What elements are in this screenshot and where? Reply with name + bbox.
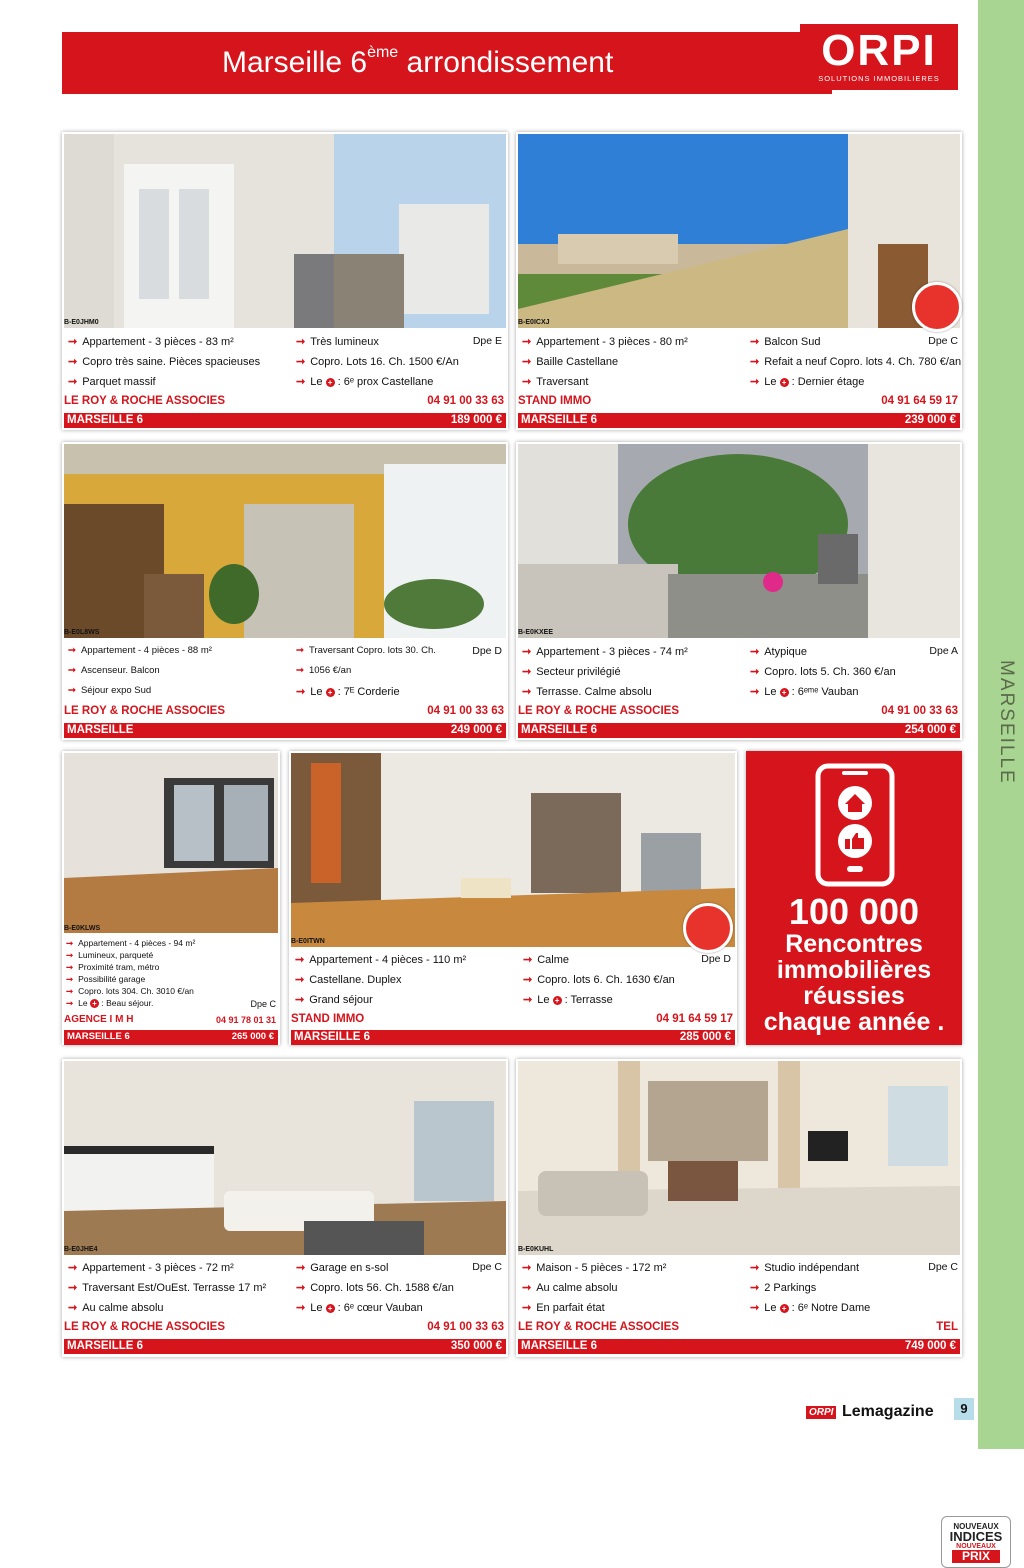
listing-card[interactable] xyxy=(516,442,962,740)
arrow-icon: ➞ xyxy=(296,686,306,698)
arrow-icon: ➞ xyxy=(296,645,304,656)
dpe-rating: Dpe D xyxy=(701,953,731,965)
feature-item: ➞ Appartement - 3 pièces - 74 m² xyxy=(522,646,688,658)
plus-icon: + xyxy=(326,1304,335,1313)
feature-item: ➞ Traversant xyxy=(522,376,589,388)
feature-item: ➞ Copro. lots 304. Ch. 3010 €/an xyxy=(66,986,194,996)
price-bar xyxy=(64,1339,506,1354)
arrow-icon: ➞ xyxy=(750,646,760,658)
arrow-icon: ➞ xyxy=(750,1302,760,1314)
feature-item: ➞ Appartement - 4 pièces - 88 m² xyxy=(68,645,212,656)
arrow-icon: ➞ xyxy=(296,376,306,388)
arrow-icon: ➞ xyxy=(66,986,74,996)
feature-item: ➞ Lumineux, parqueté xyxy=(66,950,154,960)
arrow-icon: ➞ xyxy=(68,376,78,388)
feature-item: ➞ Possibilité garage xyxy=(66,974,146,984)
living-room-photo xyxy=(64,444,506,638)
arrow-icon: ➞ xyxy=(750,686,760,698)
heart-home-icon xyxy=(912,282,962,332)
feature-item: ➞ Grand séjour xyxy=(295,994,373,1006)
listing-city: MARSEILLE 6 xyxy=(521,414,598,426)
arrow-icon: ➞ xyxy=(66,998,74,1008)
arrow-icon: ➞ xyxy=(296,1262,306,1274)
arrow-icon: ➞ xyxy=(68,685,76,696)
arrow-icon: ➞ xyxy=(68,665,76,676)
dpe-rating: Dpe C xyxy=(250,999,276,1009)
footer-orpi-logo: ORPI xyxy=(806,1406,836,1419)
terrace-garden-photo xyxy=(518,444,960,638)
plus-icon: + xyxy=(780,1304,789,1313)
arrow-icon: ➞ xyxy=(522,666,532,678)
feature-item: ➞ Copro. lots 5. Ch. 360 €/an xyxy=(750,666,896,678)
listing-ref: B-E0ICXJ xyxy=(518,319,550,326)
feature-item: ➞ Séjour expo Sud xyxy=(68,685,152,696)
feature-item: ➞ Le + : Terrasse xyxy=(523,994,613,1006)
feature-item: ➞ Copro. lots 6. Ch. 1630 €/an xyxy=(523,974,675,986)
agency-phone[interactable]: 04 91 00 33 63 xyxy=(427,1321,504,1333)
plus-icon: + xyxy=(780,688,789,697)
dpe-rating: Dpe C xyxy=(928,335,958,347)
listing-price: 254 000 € xyxy=(904,724,956,736)
agency-phone[interactable]: 04 91 64 59 17 xyxy=(881,395,958,407)
listing-card[interactable] xyxy=(516,1059,962,1357)
listing-price: 265 000 € xyxy=(231,1031,274,1042)
dpe-rating: Dpe E xyxy=(472,335,502,347)
listing-city: MARSEILLE 6 xyxy=(67,1340,144,1352)
listing-photo xyxy=(64,1061,506,1255)
arrow-icon: ➞ xyxy=(523,974,533,986)
feature-item: ➞ Maison - 5 pièces - 172 m² xyxy=(522,1262,667,1274)
listing-card[interactable] xyxy=(62,442,508,740)
listing-photo xyxy=(518,444,960,638)
agency-phone[interactable]: 04 91 64 59 17 xyxy=(656,1013,733,1025)
feature-item: ➞ Calme xyxy=(523,954,570,966)
arrow-icon: ➞ xyxy=(522,686,532,698)
feature-item: ➞ Ascenseur. Balcon xyxy=(68,665,160,676)
listing-price: 249 000 € xyxy=(450,724,502,736)
agency-name: LE ROY & ROCHE ASSOCIES xyxy=(518,705,680,717)
arrow-icon: ➞ xyxy=(750,666,760,678)
listing-card[interactable] xyxy=(62,1059,508,1357)
magazine-footer xyxy=(806,1403,946,1423)
plus-icon: + xyxy=(326,378,335,387)
loft-photo xyxy=(291,753,735,947)
listing-ref: B-E0KLWS xyxy=(64,925,101,932)
dpe-rating: Dpe C xyxy=(928,1261,958,1273)
feature-item: ➞ Proximité tram, métro xyxy=(66,962,160,972)
feature-item: ➞ Appartement - 4 pièces - 94 m² xyxy=(66,938,196,948)
listing-card[interactable] xyxy=(62,132,508,430)
arrow-icon: ➞ xyxy=(295,994,305,1006)
arrow-icon: ➞ xyxy=(750,1282,760,1294)
agency-name: STAND IMMO xyxy=(291,1013,365,1025)
arrow-icon: ➞ xyxy=(523,954,533,966)
arrow-icon: ➞ xyxy=(522,1302,532,1314)
arrow-icon: ➞ xyxy=(68,645,76,656)
feature-item: ➞ Copro. lots 56. Ch. 1588 €/an xyxy=(296,1282,454,1294)
agency-name: LE ROY & ROCHE ASSOCIES xyxy=(64,705,226,717)
feature-item: ➞ Appartement - 3 pièces - 72 m² xyxy=(68,1262,234,1274)
listing-ref: B-E0L8WS xyxy=(64,629,100,636)
listing-card[interactable] xyxy=(516,132,962,430)
listing-photo xyxy=(64,753,278,933)
feature-item: ➞ En parfait état xyxy=(522,1302,605,1314)
listing-ref: B-E0ITWN xyxy=(291,938,325,945)
feature-item: ➞ Studio indépendant xyxy=(750,1262,860,1274)
arrow-icon: ➞ xyxy=(522,646,532,658)
feature-item: ➞ Le + : 6ᵉᵐᵉ Vauban xyxy=(750,686,859,698)
plus-icon: + xyxy=(780,378,789,387)
arrow-icon: ➞ xyxy=(295,974,305,986)
arrow-icon: ➞ xyxy=(66,974,74,984)
arrow-icon: ➞ xyxy=(68,336,78,348)
price-bar xyxy=(518,1339,960,1354)
feature-item: ➞ Au calme absolu xyxy=(68,1302,164,1314)
house-living-photo xyxy=(518,1061,960,1255)
agency-name: LE ROY & ROCHE ASSOCIES xyxy=(64,1321,226,1333)
listing-ref: B-E0KXEE xyxy=(518,629,554,636)
price-bar xyxy=(64,723,506,738)
feature-item: ➞ Très lumineux xyxy=(296,336,379,348)
feature-item: ➞ 2 Parkings xyxy=(750,1282,817,1294)
listing-photo xyxy=(518,1061,960,1255)
agency-phone[interactable]: 04 91 00 33 63 xyxy=(427,705,504,717)
page-title: Marseille 6ème arrondissement xyxy=(222,44,614,79)
agency-phone[interactable]: 04 91 00 33 63 xyxy=(427,395,504,407)
feature-item: ➞ Castellane. Duplex xyxy=(295,974,402,986)
agency-phone[interactable]: 04 91 00 33 63 xyxy=(881,705,958,717)
arrow-icon: ➞ xyxy=(522,1262,532,1274)
arrow-icon: ➞ xyxy=(522,356,532,368)
arrow-icon: ➞ xyxy=(523,994,533,1006)
feature-item: ➞ Garage en s-sol xyxy=(296,1262,389,1274)
plus-icon: + xyxy=(553,996,562,1005)
feature-item: ➞ Balcon Sud xyxy=(750,336,821,348)
arrow-icon: ➞ xyxy=(296,336,306,348)
listing-ref: B-E0JHE4 xyxy=(64,1246,98,1253)
plus-icon: + xyxy=(90,999,99,1008)
footer-magazine-name: Lemagazine xyxy=(842,1403,934,1420)
dpe-rating: Dpe A xyxy=(929,645,958,657)
feature-item: ➞ Appartement - 4 pièces - 110 m² xyxy=(295,954,467,966)
feature-item: ➞ Secteur privilégié xyxy=(522,666,621,678)
arrow-icon: ➞ xyxy=(750,376,760,388)
empty-room-photo xyxy=(64,753,278,933)
listing-city: MARSEILLE 6 xyxy=(294,1031,371,1043)
feature-item: ➞ 1056 €/an xyxy=(296,665,352,676)
dpe-rating: Dpe D xyxy=(472,645,502,657)
arrow-icon: ➞ xyxy=(522,1282,532,1294)
feature-item: ➞ Le + : 6ᵉ prox Castellane xyxy=(296,376,434,388)
arrow-icon: ➞ xyxy=(296,1282,306,1294)
page-header xyxy=(62,32,832,94)
balcony-rooftops-photo xyxy=(518,134,960,328)
arrow-icon: ➞ xyxy=(66,938,74,948)
promo-box xyxy=(746,751,962,1045)
feature-item: ➞ Le + : 7ᴱ Corderie xyxy=(296,686,400,698)
arrow-icon: ➞ xyxy=(68,1282,78,1294)
listing-card[interactable] xyxy=(62,751,280,1045)
listing-price: 350 000 € xyxy=(450,1340,502,1352)
feature-item: ➞ Traversant Copro. lots 30. Ch. xyxy=(296,645,436,656)
arrow-icon: ➞ xyxy=(522,376,532,388)
feature-item: ➞ Appartement - 3 pièces - 83 m² xyxy=(68,336,234,348)
arrow-icon: ➞ xyxy=(66,962,74,972)
side-label: MARSEILLE xyxy=(996,660,1017,785)
price-bar xyxy=(64,413,506,428)
listing-photo xyxy=(291,753,735,947)
listing-city: MARSEILLE 6 xyxy=(521,724,598,736)
arrow-icon: ➞ xyxy=(750,356,760,368)
listing-ref: B-E0KUHL xyxy=(518,1246,554,1253)
page-number: 9 xyxy=(954,1398,974,1420)
feature-item: ➞ Appartement - 3 pièces - 80 m² xyxy=(522,336,688,348)
arrow-icon: ➞ xyxy=(296,665,304,676)
promo-number: 100 000 xyxy=(788,891,920,932)
arrow-icon: ➞ xyxy=(522,336,532,348)
listing-price: 285 000 € xyxy=(679,1031,731,1043)
agency-name: STAND IMMO xyxy=(518,395,592,407)
balcony-city-photo xyxy=(64,134,506,328)
agency-name: LE ROY & ROCHE ASSOCIES xyxy=(64,395,226,407)
logo-tagline: SOLUTIONS IMMOBILIERES xyxy=(818,74,940,83)
arrow-icon: ➞ xyxy=(68,356,78,368)
feature-item: ➞ Au calme absolu xyxy=(522,1282,618,1294)
agency-phone[interactable]: TEL xyxy=(936,1321,958,1333)
logo-text: ORPI xyxy=(821,26,937,75)
price-bar xyxy=(518,723,960,738)
arrow-icon: ➞ xyxy=(750,336,760,348)
feature-item: ➞ Le + : Beau séjour. xyxy=(66,998,154,1009)
listing-photo xyxy=(518,134,960,328)
feature-item: ➞ Parquet massif xyxy=(68,376,156,388)
listing-ref: B-E0JHM0 xyxy=(64,319,99,326)
price-bar xyxy=(64,1030,278,1045)
feature-item: ➞ Atypique xyxy=(750,646,808,658)
kitchen-living-photo xyxy=(64,1061,506,1255)
listing-city: MARSEILLE 6 xyxy=(67,414,144,426)
feature-item: ➞ Baille Castellane xyxy=(522,356,619,368)
feature-item: ➞ Le + : 6ᵉ Notre Dame xyxy=(750,1302,871,1314)
listing-price: 239 000 € xyxy=(904,414,956,426)
listing-price: 189 000 € xyxy=(450,414,502,426)
price-bar xyxy=(518,413,960,428)
feature-item: ➞ Copro très saine. Pièces spacieuses xyxy=(68,356,261,368)
agency-name: AGENCE I M H xyxy=(64,1014,134,1025)
smartphone-house-icon xyxy=(746,751,962,891)
feature-item: ➞ Refait a neuf Copro. lots 4. Ch. 780 €/an xyxy=(750,356,962,368)
listing-city: MARSEILLE 6 xyxy=(67,1031,130,1042)
promo-text: Rencontres immobilières réussies chaque année . xyxy=(763,930,945,1036)
listing-photo xyxy=(64,134,506,328)
arrow-icon: ➞ xyxy=(296,1302,306,1314)
arrow-icon: ➞ xyxy=(68,1302,78,1314)
arrow-icon: ➞ xyxy=(296,356,306,368)
price-bar xyxy=(291,1030,735,1045)
arrow-icon: ➞ xyxy=(295,954,305,966)
listing-city: MARSEILLE 6 xyxy=(521,1340,598,1352)
new-prices-badge: NOUVEAUX INDICES NOUVEAUX PRIX xyxy=(941,1516,1011,1568)
orpi-logo xyxy=(800,24,958,90)
arrow-icon: ➞ xyxy=(750,1262,760,1274)
agency-phone[interactable]: 04 91 78 01 31 xyxy=(215,1015,276,1025)
feature-item: ➞ Le + : Dernier étage xyxy=(750,376,865,388)
feature-item: ➞ Copro. Lots 16. Ch. 1500 €/An xyxy=(296,356,459,368)
listing-city: MARSEILLE xyxy=(67,724,134,736)
arrow-icon: ➞ xyxy=(68,1262,78,1274)
plus-icon: + xyxy=(326,688,335,697)
feature-item: ➞ Terrasse. Calme absolu xyxy=(522,686,652,698)
arrow-icon: ➞ xyxy=(66,950,74,960)
feature-item: ➞ Le + : 6ᵉ cœur Vauban xyxy=(296,1302,423,1314)
listing-price: 749 000 € xyxy=(904,1340,956,1352)
agency-name: LE ROY & ROCHE ASSOCIES xyxy=(518,1321,680,1333)
dpe-rating: Dpe C xyxy=(472,1261,502,1273)
feature-item: ➞ Traversant Est/OuEst. Terrasse 17 m² xyxy=(68,1282,267,1294)
heart-home-icon xyxy=(683,903,733,953)
listing-photo xyxy=(64,444,506,638)
